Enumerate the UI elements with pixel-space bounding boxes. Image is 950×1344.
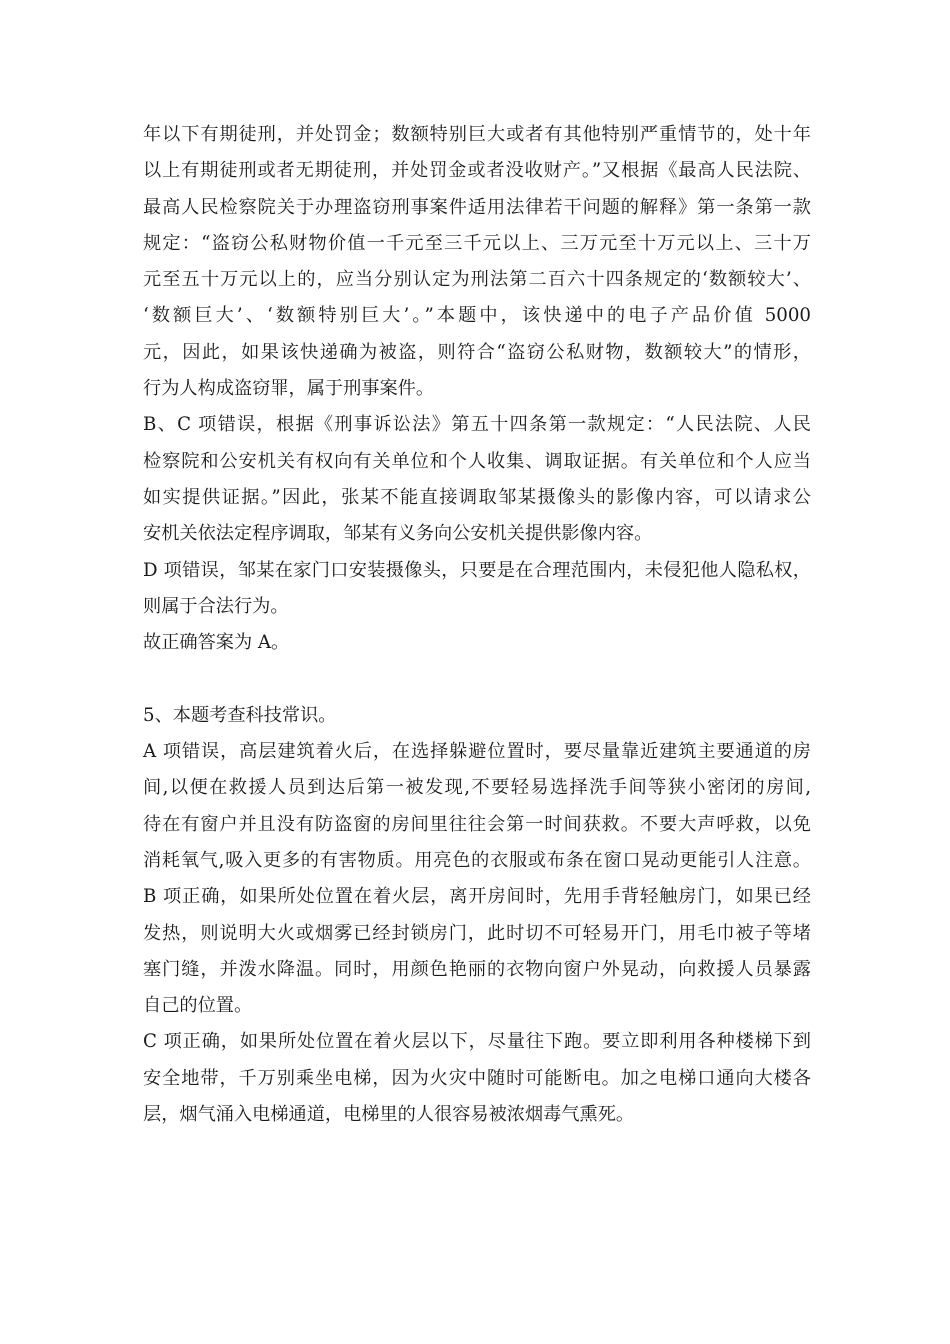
- text-line: 行为人构成盗窃罪，属于刑事案件。: [143, 378, 435, 400]
- text-line: 安机关依法定程序调取，邹某有义务向公安机关提供影像内容。: [143, 523, 653, 545]
- text-line: 发热，则说明大火或烟雾已经封锁房门，此时切不可轻易开门，用毛巾被子等堵: [143, 922, 811, 944]
- text-line: 元至五十万元以上的，应当分别认定为刑法第二百六十四条规定的‘数额较大’、: [143, 269, 811, 291]
- paragraph-spacer: [143, 661, 811, 697]
- text-line: 规定：“盗窃公私财物价值一千元至三千元以上、三万元至十万元以上、三十万: [143, 232, 811, 254]
- text-line: 间,以便在救援人员到达后第一被发现,不要轻易选择洗手间等狭小密闭的房间,: [143, 777, 811, 799]
- text-line: C 项正确，如果所处位置在着火层以下，尽量往下跑。要立即利用各种楼梯下到: [143, 1031, 811, 1053]
- text-line: 塞门缝，并泼水降温。同时，用颜色艳丽的衣物向窗户外晃动，向救援人员暴露: [143, 958, 811, 980]
- text-line: 检察院和公安机关有权向有关单位和个人收集、调取证据。有关单位和个人应当: [143, 450, 811, 472]
- text-line: 则属于合法行为。: [143, 595, 289, 617]
- document-page: [143, 117, 811, 1133]
- text-line: ‘数额巨大’、‘数额特别巨大’。”本题中，该快递中的电子产品价值 5000: [143, 305, 811, 327]
- text-line: 自己的位置。: [143, 995, 253, 1017]
- text-line: 层，烟气涌入电梯通道，电梯里的人很容易被浓烟毒气熏死。: [143, 1104, 635, 1126]
- text-line: 最高人民检察院关于办理盗窃刑事案件适用法律若干问题的解释》第一条第一款: [143, 196, 811, 218]
- text-line: B、C 项错误，根据《刑事诉讼法》第五十四条第一款规定：“人民法院、人民: [143, 414, 811, 436]
- text-line: 元，因此，如果该快递确为被盗，则符合“盗窃公私财物，数额较大”的情形，: [143, 341, 811, 363]
- text-line: D 项错误，邹某在家门口安装摄像头，只要是在合理范围内，未侵犯他人隐私权，: [143, 559, 811, 581]
- question-heading: 5、本题考查科技常识。: [143, 704, 337, 726]
- text-line: B 项正确，如果所处位置在着火层，离开房间时，先用手背轻触房门，如果已经: [143, 886, 811, 908]
- answer-line: 故正确答案为 A。: [143, 632, 290, 654]
- text-line: 安全地带，千万别乘坐电梯，因为火灾中随时可能断电。加之电梯口通向大楼各: [143, 1067, 811, 1089]
- text-line: 如实提供证据。”因此，张某不能直接调取邹某摄像头的影像内容，可以请求公: [143, 486, 811, 508]
- section-4-explanation: [143, 117, 811, 661]
- section-5-explanation: [143, 698, 811, 1134]
- text-line: 待在有窗户并且没有防盗窗的房间里往往会第一时间获救。不要大声呼救，以免: [143, 813, 811, 835]
- text-line: 年以下有期徒刑，并处罚金；数额特别巨大或者有其他特别严重情节的，处十年: [143, 124, 811, 145]
- text-line: A 项错误，高层建筑着火后，在选择躲避位置时，要尽量靠近建筑主要通道的房: [143, 741, 811, 763]
- text-line: 消耗氧气,吸入更多的有害物质。用亮色的衣服或布条在窗口晃动更能引人注意。: [143, 849, 811, 871]
- text-line: 以上有期徒刑或者无期徒刑，并处罚金或者没收财产。”又根据《最高人民法院、: [143, 160, 811, 182]
